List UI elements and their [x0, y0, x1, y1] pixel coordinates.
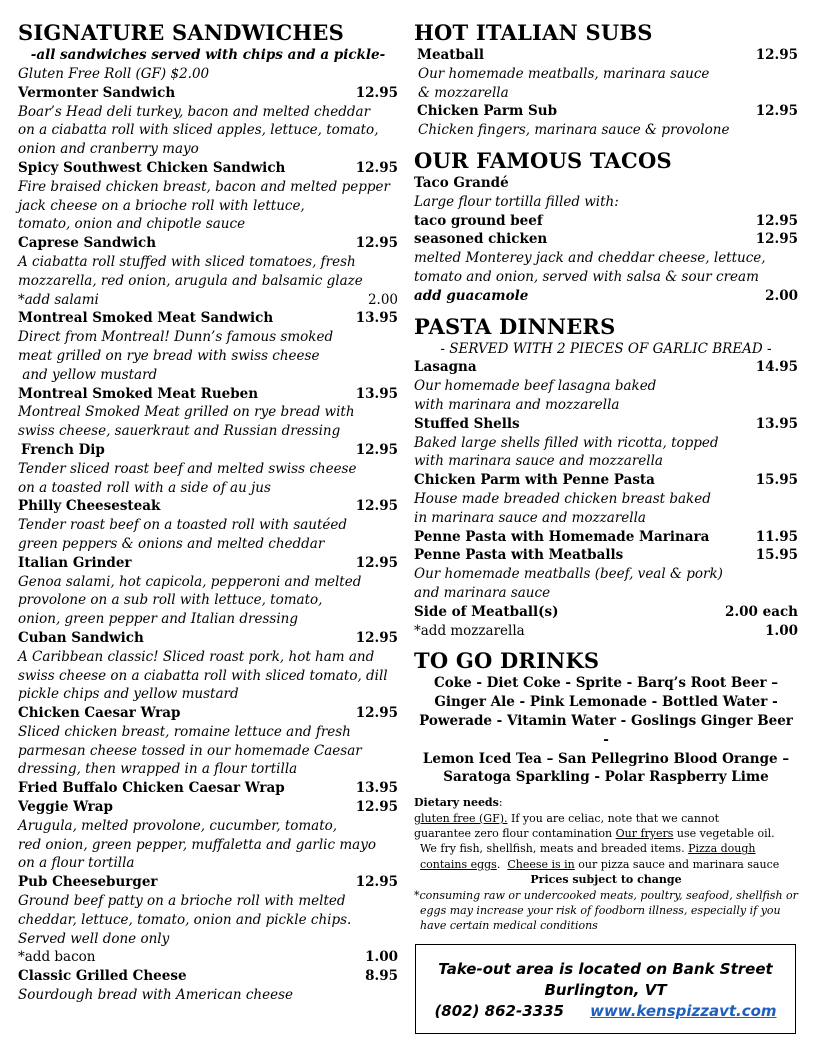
pasta-subtitle: - SERVED WITH 2 PIECES OF GARLIC BREAD - — [440, 340, 772, 357]
item-desc: & mozzarella — [418, 84, 509, 101]
item-desc: Sliced chicken breast, romaine lettuce and fresh — [18, 723, 351, 740]
addon-price: 1.00 — [765, 622, 798, 639]
menu-item — [18, 873, 398, 892]
warning-line: have certain medical conditions — [420, 919, 598, 933]
item-name: Stuffed Shells — [414, 415, 520, 432]
takeout-line2: Burlington, VT — [544, 981, 667, 999]
item-name: Penne Pasta with Meatballs — [414, 547, 624, 564]
sandwiches-title: SIGNATURE SANDWICHES — [18, 20, 344, 45]
website-link[interactable]: www.kenspizzavt.com — [590, 1002, 777, 1020]
phone-number: (802) 862-3335 — [434, 1002, 564, 1020]
item-name: Chicken Parm with Penne Pasta — [414, 472, 655, 489]
item-desc: parmesan cheese tossed in our homemade Caesar — [18, 742, 362, 759]
menu-item — [414, 358, 798, 377]
menu-item — [18, 84, 398, 103]
item-desc: Arugula, melted provolone, cucumber, tomato, — [18, 817, 338, 834]
item-price: 12.95 — [755, 231, 798, 248]
drinks-line: Coke - Diet Coke - Sprite - Barq’s Root Beer – — [433, 675, 779, 692]
item-name: Montreal Smoked Meat Rueben — [18, 385, 259, 402]
taco-option — [414, 212, 798, 231]
menu-item — [414, 46, 798, 65]
item-desc: swiss cheese, sauerkraut and Russian dressing — [18, 423, 341, 440]
item-desc: Direct from Montreal! Dunn’s famous smoked — [18, 329, 334, 346]
menu-item — [414, 471, 798, 490]
left-column — [18, 20, 398, 1005]
item-price: 12.95 — [355, 554, 398, 571]
item-desc: and marinara sauce — [414, 584, 551, 601]
item-name: Veggie Wrap — [18, 799, 113, 816]
item-desc: onion, green pepper and Italian dressing — [18, 611, 298, 628]
drinks-title: TO GO DRINKS — [414, 648, 600, 674]
item-desc: Fire braised chicken breast, bacon and melted pepper — [18, 178, 390, 195]
item-desc: cheddar, lettuce, tomato, onion and pickle chips. — [18, 911, 352, 928]
addon-label: add guacamole — [414, 287, 529, 304]
item-name: Chicken Parm Sub — [417, 103, 558, 120]
item-desc: Our homemade meatballs, marinara sauce — [418, 65, 710, 82]
menu-item — [18, 704, 398, 723]
item-desc: Our homemade beef lasagna baked — [414, 378, 657, 395]
item-price: 13.95 — [355, 310, 398, 327]
item-desc: Tender sliced roast beef and melted swiss cheese — [18, 460, 357, 477]
gf-link: gluten free (GF). — [414, 811, 508, 825]
item-name: Italian Grinder — [18, 554, 132, 571]
tacos-title: OUR FAMOUS TACOS — [414, 147, 672, 173]
item-price: 12.95 — [355, 629, 398, 646]
warning-line: *consuming raw or undercooked meats, poultry, seafood, shellfish or — [414, 888, 798, 902]
drinks-list — [414, 674, 798, 787]
item-price: 12.95 — [355, 159, 398, 176]
takeout-box — [415, 944, 796, 1034]
item-price: 12.95 — [355, 441, 398, 458]
taco-option — [414, 230, 798, 249]
menu-item — [18, 798, 398, 817]
item-name: Meatball — [417, 47, 484, 63]
item-price: 12.95 — [355, 235, 398, 252]
item-desc: melted Monterey jack and cheddar cheese, lettuce, — [414, 250, 766, 267]
menu-item — [18, 159, 398, 178]
menu-item — [18, 967, 398, 986]
takeout-line1: Take-out area is located on Bank Street — [438, 960, 773, 978]
item-name: Classic Grilled Cheese — [18, 968, 187, 985]
menu-item — [414, 102, 798, 121]
item-desc: green peppers & onions and melted cheddar — [18, 535, 325, 552]
item-name: Penne Pasta with Homemade Marinara — [414, 528, 710, 545]
drinks-line: Powerade - Vitamin Water - Goslings Ginger Beer - — [419, 712, 793, 748]
item-price: 14.95 — [755, 359, 798, 376]
item-desc: A Caribbean classic! Sliced roast pork, hot ham and — [18, 648, 375, 665]
item-desc: onion and cranberry mayo — [18, 141, 199, 158]
item-desc: Baked large shells filled with ricotta, topped — [414, 434, 719, 451]
item-name: Spicy Southwest Chicken Sandwich — [18, 159, 286, 176]
item-desc: Sourdough bread with American cheese — [18, 987, 294, 1004]
menu-item — [18, 779, 398, 798]
item-desc: on a toasted roll with a side of au jus — [18, 479, 271, 496]
item-desc: Montreal Smoked Meat grilled on rye bread with — [18, 404, 355, 421]
item-desc: jack cheese on a brioche roll with lettuce, — [18, 197, 305, 214]
item-price: 15.95 — [755, 547, 798, 564]
item-name: Vermonter Sandwich — [18, 84, 176, 101]
menu-item — [414, 415, 798, 434]
item-desc: and yellow mustard — [18, 366, 158, 383]
menu-item — [18, 497, 398, 516]
item-desc: meat grilled on rye bread with swiss cheese — [18, 347, 320, 364]
item-name: taco ground beef — [414, 212, 543, 229]
item-name: Chicken Caesar Wrap — [18, 705, 181, 722]
item-desc: on a flour tortilla — [18, 855, 135, 872]
pasta-title: PASTA DINNERS — [414, 313, 616, 339]
item-desc: Chicken fingers, marinara sauce & provolone — [418, 122, 730, 139]
item-desc: Genoa salami, hot capicola, pepperoni and melted — [18, 573, 362, 590]
item-desc: on a ciabatta roll with sliced apples, lettuce, tomato, — [18, 122, 379, 139]
item-desc: Tender roast beef on a toasted roll with sautéed — [18, 517, 348, 534]
contact-line — [416, 1001, 795, 1022]
taco-intro: Large flour tortilla filled with: — [414, 193, 619, 210]
gf-note: Gluten Free Roll (GF) $2.00 — [18, 66, 210, 82]
drinks-line: Saratoga Sparkling - Polar Raspberry Lime — [443, 769, 769, 786]
addon-price: 2.00 — [765, 287, 798, 304]
menu-item — [18, 629, 398, 648]
drinks-line: Ginger Ale - Pink Lemonade - Bottled Water - — [434, 694, 778, 711]
item-name: Fried Buffalo Chicken Caesar Wrap — [18, 780, 285, 797]
item-name: Pub Cheeseburger — [18, 874, 158, 891]
addon-label: *add bacon — [18, 949, 96, 966]
dietary-heading: Dietary needs — [414, 796, 499, 810]
item-desc: with marinara sauce and mozzarella — [414, 453, 663, 470]
item-desc: red onion, green pepper, muffaletta and garlic mayo — [18, 836, 376, 853]
item-price: 8.95 — [365, 968, 398, 985]
menu-item — [18, 234, 398, 253]
item-price: 13.95 — [355, 385, 398, 402]
addon-price: 1.00 — [365, 949, 398, 966]
subs-title: HOT ITALIAN SUBS — [414, 20, 653, 45]
item-name: Side of Meatball(s) — [414, 603, 559, 620]
menu-item — [414, 546, 798, 565]
dietary-notes: Dietary needs: gluten free (GF). If you are celiac, note that we cannot guarantee zero flour contamination Our fryers use vegetable oil. We fry fish, shellfish, meats and breaded items. Pizza dough contains eggs. Cheese is in our pizza sauce and marinara sauce Prices subject to change *consuming raw or undercooked meats, poultry, seafood, shellfish or eggs may increase your risk of foodborn illness, especially if you have certain medical conditions — [414, 796, 798, 933]
menu-item — [18, 441, 398, 460]
item-desc: Boar’s Head deli turkey, bacon and melted cheddar — [18, 103, 371, 120]
warning-line: eggs may increase your risk of foodborn illness, especially if you — [420, 903, 781, 917]
item-desc: provolone on a sub roll with lettuce, tomato, — [18, 592, 323, 609]
addon-label: *add salami — [18, 291, 99, 308]
item-name: seasoned chicken — [414, 231, 548, 248]
item-desc: swiss cheese on a ciabatta roll with sliced tomato, dill — [18, 667, 388, 684]
item-name: Lasagna — [414, 359, 477, 376]
item-name: Cuban Sandwich — [18, 629, 144, 646]
item-desc: House made breaded chicken breast baked — [414, 490, 711, 507]
sandwiches-subtitle: -all sandwiches served with chips and a pickle- — [30, 47, 386, 63]
addon-salami — [18, 291, 398, 310]
item-desc: mozzarella, red onion, arugula and balsamic glaze — [18, 272, 363, 289]
taco-name: Taco Grandé — [414, 174, 509, 191]
menu-item — [18, 385, 398, 404]
item-desc: tomato and onion, served with salsa & sour cream — [414, 268, 759, 285]
item-name: Philly Cheesesteak — [18, 498, 161, 515]
item-price: 12.95 — [355, 799, 398, 816]
item-price: 15.95 — [755, 472, 798, 489]
item-price: 12.95 — [355, 84, 398, 101]
item-desc: pickle chips and yellow mustard — [18, 686, 239, 703]
item-desc: in marinara sauce and mozzarella — [414, 509, 646, 526]
item-desc: tomato, onion and chipotle sauce — [18, 216, 246, 233]
item-name: French Dip — [21, 441, 105, 458]
item-desc: A ciabatta roll stuffed with sliced tomatoes, fresh — [18, 253, 356, 270]
item-price: 12.95 — [355, 874, 398, 891]
menu-item — [414, 603, 798, 622]
right-column — [414, 20, 798, 934]
addon-bacon — [18, 948, 398, 967]
prices-note: Prices subject to change — [530, 873, 682, 887]
addon-label: *add mozzarella — [414, 622, 525, 639]
item-desc: dressing, then wrapped in a flour tortilla — [18, 761, 298, 778]
item-price: 12.95 — [355, 498, 398, 515]
item-desc: Our homemade meatballs (beef, veal & pork) — [414, 566, 723, 583]
item-price: 12.95 — [755, 103, 798, 120]
item-price: 13.95 — [355, 780, 398, 797]
taco-addon — [414, 287, 798, 306]
item-name: Montreal Smoked Meat Sandwich — [18, 310, 274, 327]
item-price: 12.95 — [755, 212, 798, 229]
item-desc: Ground beef patty on a brioche roll with melted — [18, 893, 346, 910]
item-name: Caprese Sandwich — [18, 235, 157, 252]
item-desc: with marinara and mozzarella — [414, 396, 620, 413]
item-price: 13.95 — [755, 415, 798, 432]
item-price: 12.95 — [755, 47, 798, 63]
addon-price: 2.00 — [367, 291, 398, 308]
menu-item — [414, 528, 798, 547]
item-price: 2.00 each — [725, 603, 798, 620]
item-price: 12.95 — [355, 705, 398, 722]
drinks-line: Lemon Iced Tea – San Pellegrino Blood Orange – — [422, 750, 790, 767]
item-desc: Served well done only — [18, 930, 170, 947]
menu-item — [18, 554, 398, 573]
item-price: 11.95 — [755, 528, 798, 545]
menu-item — [18, 309, 398, 328]
pasta-addon — [414, 622, 798, 641]
